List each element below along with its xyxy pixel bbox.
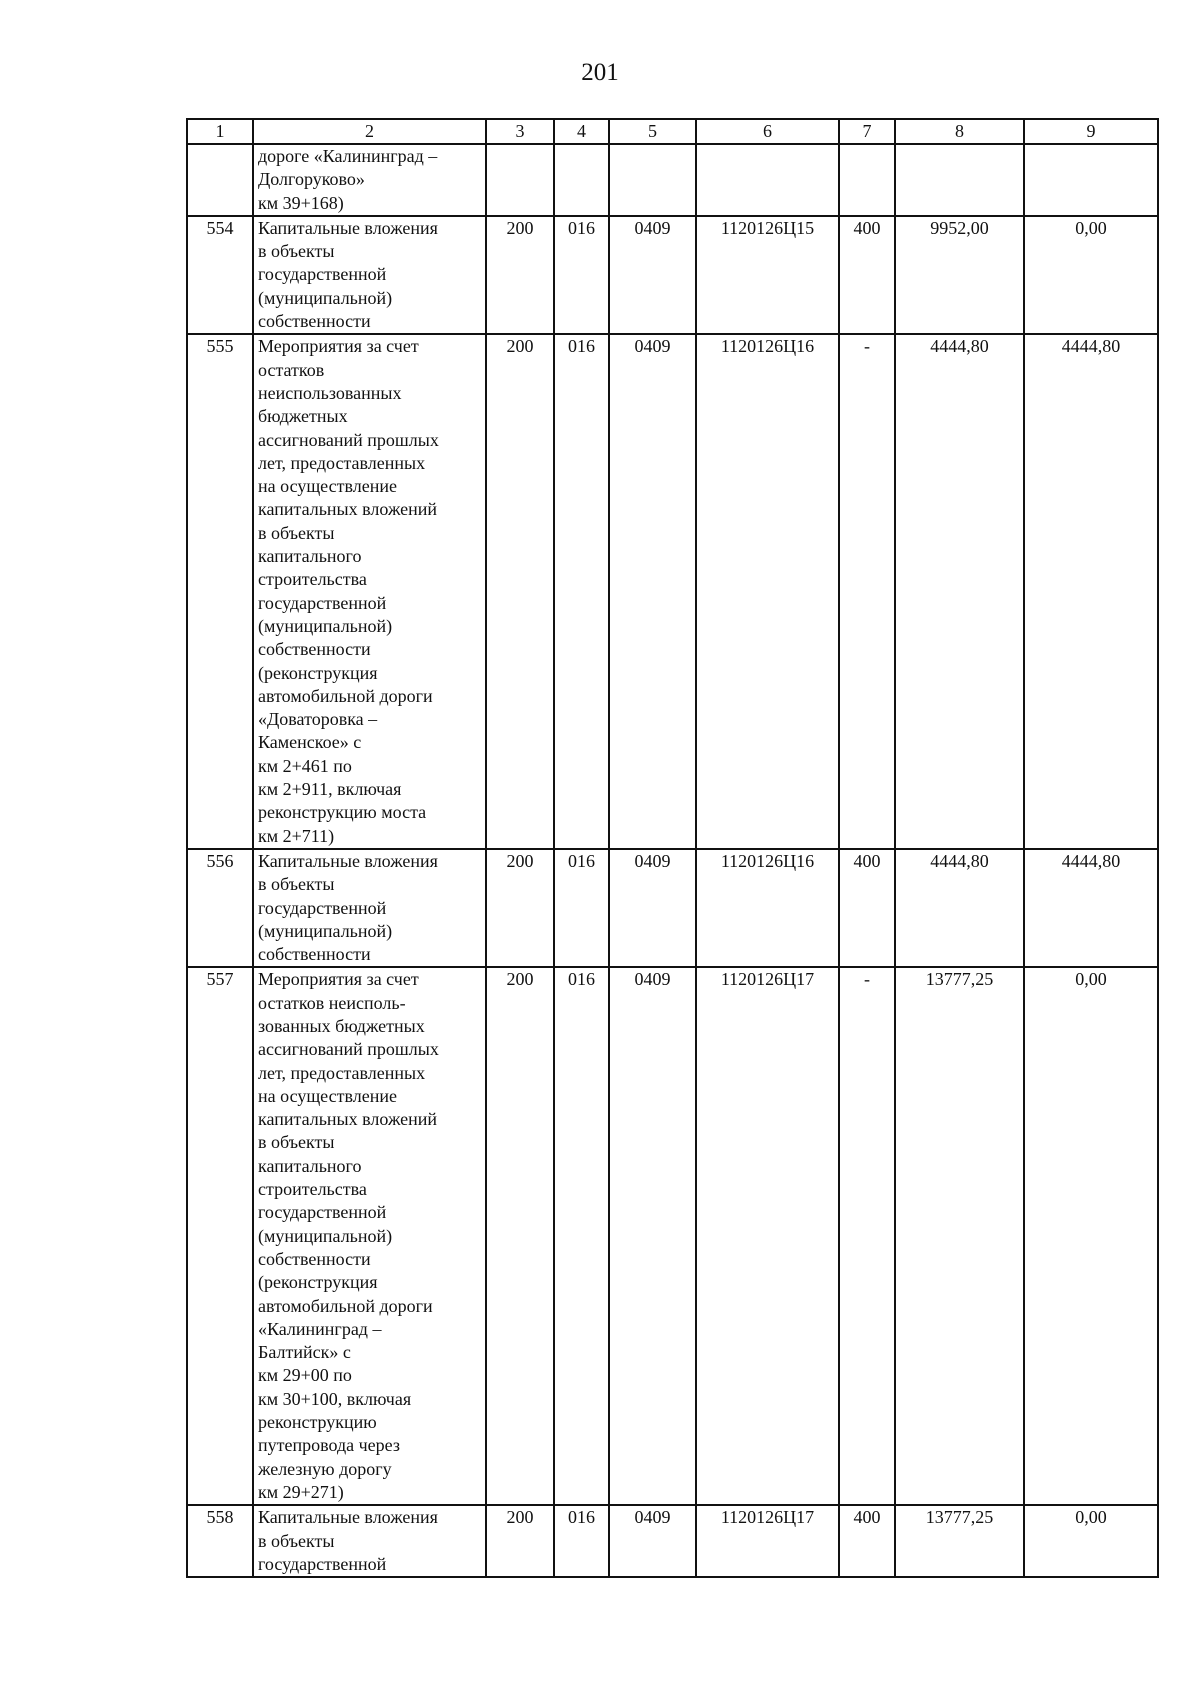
amount-9-cell: 0,00 <box>1024 1505 1158 1577</box>
row-name-cell: Мероприятия за счет остатков неиспользованных бюджетных ассигнований прошлых лет, предоставленных на осуществление капитальных вложений в объекты капитального строительства государственной (муниципальной) собственности (реконструкция автомобильной дороги «Доваторовка – Каменское» с км 2+461 по км 2+911, включая реконструкцию моста км 2+711) <box>253 334 486 849</box>
amount-9-cell: 4444,80 <box>1024 849 1158 967</box>
amount-9-cell <box>1024 144 1158 216</box>
code-5-cell: 0409 <box>609 216 696 334</box>
table-row <box>187 967 1158 1505</box>
code-6-cell: 1120126Ц16 <box>696 334 839 849</box>
row-name-cell: Капитальные вложения в объекты государственной (муниципальной) собственности <box>253 849 486 967</box>
column-header: 9 <box>1024 119 1158 144</box>
row-number-cell: 554 <box>187 216 253 334</box>
amount-8-cell: 13777,25 <box>895 1505 1024 1577</box>
table-header-row <box>187 119 1158 144</box>
row-number-cell: 558 <box>187 1505 253 1577</box>
table-row <box>187 144 1158 216</box>
column-header: 6 <box>696 119 839 144</box>
table-row <box>187 849 1158 967</box>
page-number: 201 <box>581 59 619 86</box>
column-header: 4 <box>554 119 609 144</box>
code-7-cell: - <box>839 334 895 849</box>
code-6-cell: 1120126Ц15 <box>696 216 839 334</box>
code-7-cell: 400 <box>839 849 895 967</box>
code-4-cell: 016 <box>554 334 609 849</box>
row-name-cell: дороге «Калининград – Долгоруково» км 39+168) <box>253 144 486 216</box>
row-number-cell: 556 <box>187 849 253 967</box>
table-row <box>187 334 1158 849</box>
code-3-cell: 200 <box>486 849 554 967</box>
code-4-cell: 016 <box>554 849 609 967</box>
code-6-cell: 1120126Ц17 <box>696 1505 839 1577</box>
code-3-cell: 200 <box>486 1505 554 1577</box>
code-7-cell: - <box>839 967 895 1505</box>
amount-8-cell: 4444,80 <box>895 849 1024 967</box>
row-number-cell: 555 <box>187 334 253 849</box>
code-6-cell <box>696 144 839 216</box>
budget-table <box>186 118 1159 1578</box>
code-3-cell: 200 <box>486 216 554 334</box>
column-header: 2 <box>253 119 486 144</box>
table-row <box>187 1505 1158 1577</box>
amount-9-cell: 4444,80 <box>1024 334 1158 849</box>
row-name-cell: Мероприятия за счет остатков неисполь- зованных бюджетных ассигнований прошлых лет, предоставленных на осуществление капитальных вложений в объекты капитального строительства государственной (муниципальной) собственности (реконструкция автомобильной дороги «Калининград – Балтийск» с км 29+00 по км 30+100, включая реконструкцию путепровода через железную дорогу км 29+271) <box>253 967 486 1505</box>
code-4-cell <box>554 144 609 216</box>
code-5-cell: 0409 <box>609 849 696 967</box>
column-header: 7 <box>839 119 895 144</box>
code-4-cell: 016 <box>554 216 609 334</box>
row-name-cell: Капитальные вложения в объекты государственной (муниципальной) собственности <box>253 216 486 334</box>
code-3-cell <box>486 144 554 216</box>
code-7-cell: 400 <box>839 216 895 334</box>
code-6-cell: 1120126Ц16 <box>696 849 839 967</box>
column-header: 3 <box>486 119 554 144</box>
row-number-cell: 557 <box>187 967 253 1505</box>
code-5-cell: 0409 <box>609 334 696 849</box>
amount-8-cell: 9952,00 <box>895 216 1024 334</box>
amount-8-cell <box>895 144 1024 216</box>
column-header: 5 <box>609 119 696 144</box>
code-3-cell: 200 <box>486 967 554 1505</box>
column-header: 1 <box>187 119 253 144</box>
code-6-cell: 1120126Ц17 <box>696 967 839 1505</box>
code-5-cell <box>609 144 696 216</box>
table-row <box>187 216 1158 334</box>
amount-8-cell: 13777,25 <box>895 967 1024 1505</box>
code-4-cell: 016 <box>554 1505 609 1577</box>
code-4-cell: 016 <box>554 967 609 1505</box>
row-number-cell <box>187 144 253 216</box>
column-header: 8 <box>895 119 1024 144</box>
amount-8-cell: 4444,80 <box>895 334 1024 849</box>
row-name-cell: Капитальные вложения в объекты государственной <box>253 1505 486 1577</box>
code-5-cell: 0409 <box>609 967 696 1505</box>
code-5-cell: 0409 <box>609 1505 696 1577</box>
amount-9-cell: 0,00 <box>1024 967 1158 1505</box>
code-3-cell: 200 <box>486 334 554 849</box>
code-7-cell <box>839 144 895 216</box>
amount-9-cell: 0,00 <box>1024 216 1158 334</box>
code-7-cell: 400 <box>839 1505 895 1577</box>
